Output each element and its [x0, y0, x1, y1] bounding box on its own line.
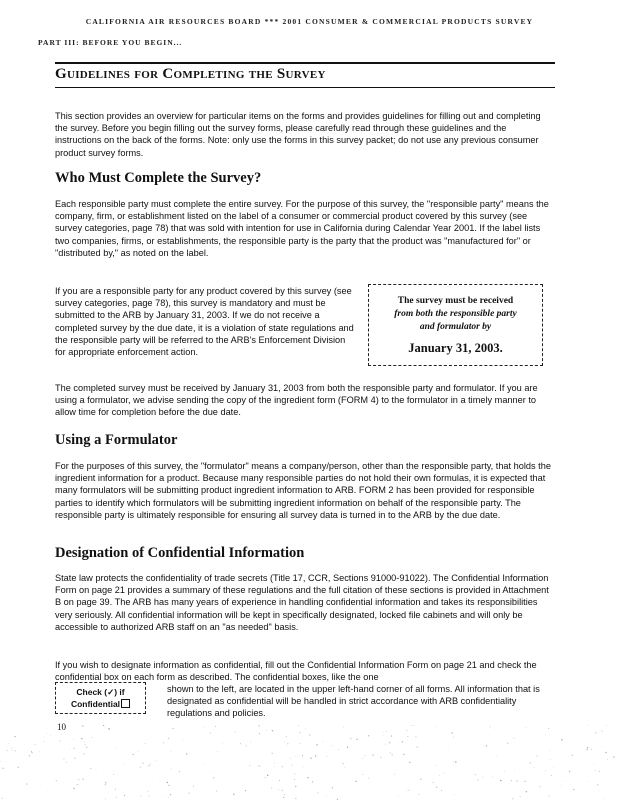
confidential-paragraph-2: If you wish to designate information as confidential, fill out the Confidential Information Form on page 21 and check the confidential box on each form as described. The confidential boxes, like the one [55, 660, 537, 683]
heading-who-must-complete: Who Must Complete the Survey? [55, 170, 262, 186]
callout-line-2: from both the responsible party [394, 309, 517, 319]
who-paragraph-2: If you are a responsible party for any product covered by this survey (see survey categories, page 78), this survey is mandatory and must be submitted to the ARB by January 31, 2003. If we do not receive a completed survey by the due date, it is a violation of state regulations and the responsible party will be referred to the ARB's Enforcement Division for appropriate enforcement action. [55, 286, 354, 358]
checkbox-sample-line-2: Confidential [70, 699, 121, 709]
part-label: PART III: BEFORE YOU BEGIN... [38, 38, 183, 47]
callout-line-1: The survey must be received [397, 296, 514, 306]
scan-noise [0, 725, 619, 800]
checkbox-square-icon [121, 699, 130, 708]
callout-date: January 31, 2003. [408, 341, 503, 355]
title-rule-bottom [55, 87, 555, 88]
running-head: CALIFORNIA AIR RESOURCES BOARD *** 2001 CONSUMER & COMMERCIAL PRODUCTS SURVEY [85, 17, 534, 26]
confidential-paragraph-1: State law protects the confidentiality of trade secrets (Title 17, CCR, Sections 91000-91022). The Confidential Information Form on page 21 provides a summary of these regulations and the full citation of these sections is provided in Attachment B on page 39. The ARB has many years of experience in handling confidential information and takes its responsibilities very seriously. All confidential information will be kept in specifically designated, locked file cabinets and will only be accessible to authorized ARB staff on an "as needed" basis. [55, 573, 549, 632]
deadline-callout [368, 284, 543, 366]
page-number: 10 [57, 722, 66, 732]
formulator-paragraph: For the purposes of this survey, the "formulator" means a company/person, other than the responsible party, that holds the ingredient information for a product. Because many responsible parties do not hold their own formulas, it is expected that many formulators will be submitting product ingredient information to ARB. FORM 2 has been provided for responsible parties to identify which formulators will be submitting ingredient information on behalf of the responsible party. The responsible party is ultimately responsible for ensuring all survey data is turned in to the ARB by the due date. [55, 461, 551, 520]
title-rule-top [55, 62, 555, 64]
heading-using-formulator: Using a Formulator [55, 432, 178, 448]
confidential-paragraph-2-side: shown to the left, are located in the upper left-hand corner of all forms. All information that is designated as confidential will be handled in strict accordance with ARB confidentiality regulations and policies. [167, 684, 540, 719]
who-paragraph-3: The completed survey must be received by January 31, 2003 from both the responsible party and formulator. If you are using a formulator, we advise sending the copy of the ingredient form (FORM 4) to the formulator in a timely manner to allow time for completion before the due date. [55, 383, 538, 418]
page-title: Guidelines for Completing the Survey [55, 66, 326, 82]
callout-line-3: and formulator by [419, 322, 492, 332]
checkbox-sample-line-2-wrap [56, 698, 145, 710]
checkbox-sample-line-1: Check (✓) if [76, 687, 125, 697]
confidential-checkbox-sample [55, 682, 146, 714]
intro-paragraph: This section provides an overview for particular items on the forms and provides guidelines for filling out and completing the survey. Before you begin filling out the survey forms, please carefully read through these guidelines and the instructions on the back of the forms. Note: only use the forms in this survey packet; do not use any previous consumer product survey forms. [55, 111, 541, 158]
heading-confidential: Designation of Confidential Information [55, 545, 305, 561]
who-paragraph-1: Each responsible party must complete the entire survey. For the purpose of this survey, the "responsible party" means the company, firm, or establishment listed on the label of a consumer or commercial product covered by this survey (see survey categories, page 78) that was sold with intention for use in California during Calendar Year 2001. If the label lists two companies, firms, or establishments, the responsible party is the party that the product was "manufactured for" or "distributed by," as noted on the label. [55, 199, 549, 258]
